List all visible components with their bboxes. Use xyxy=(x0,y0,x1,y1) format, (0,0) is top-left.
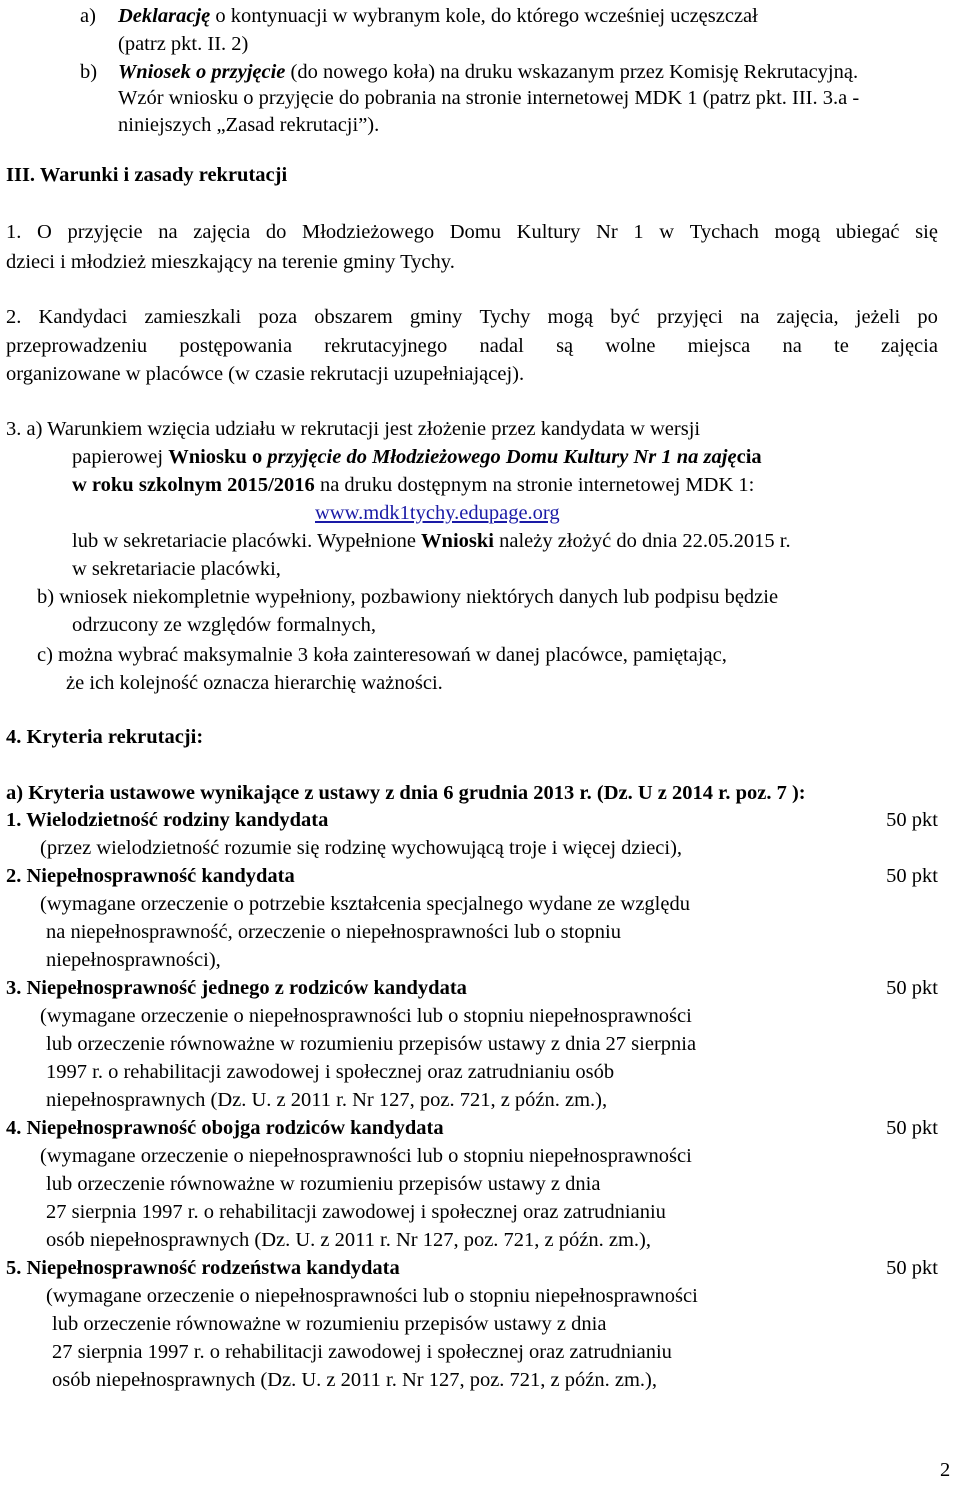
word: rekrutacyjnego xyxy=(324,335,448,357)
criterion-points: 50 pkt xyxy=(886,865,938,887)
p3-c-line2: że ich kolejność oznacza hierarchię ważności. xyxy=(66,672,443,694)
criterion-description-line: (wymagane orzeczenie o niepełnosprawności lub o stopniu niepełnosprawności xyxy=(40,1005,692,1027)
word: Tychach xyxy=(689,221,759,243)
word: być xyxy=(610,306,640,328)
p3-line2-c: przyjęcie do Młodzieżowego Domu Kultury Nr 1 na zaję xyxy=(267,446,737,468)
p2-line1 xyxy=(6,307,938,328)
p3-line5 xyxy=(72,531,791,552)
word: zajęcia, xyxy=(776,306,839,328)
criterion-title: 1. Wielodzietność rodziny kandydata xyxy=(6,809,329,831)
p3-link-line xyxy=(315,503,560,524)
word: zajęcia xyxy=(193,221,251,243)
word: mogą xyxy=(774,221,821,243)
word: do xyxy=(265,221,287,243)
word: ubiegać xyxy=(835,221,900,243)
word: Młodzieżowego xyxy=(302,221,435,243)
word: poza xyxy=(258,306,298,328)
p1-line2: dzieci i młodzież mieszkający na terenie gminy Tychy. xyxy=(6,251,455,273)
p3-line2-d: cia xyxy=(736,446,762,468)
word: jeżeli xyxy=(855,306,901,328)
word: obszarem xyxy=(314,306,393,328)
page-number: 2 xyxy=(940,1459,951,1481)
word: się xyxy=(915,221,938,243)
word: miejsca xyxy=(687,335,751,357)
website-link[interactable]: www.mdk1tychy.edupage.org xyxy=(315,502,560,524)
criterion-points: 50 pkt xyxy=(886,1257,938,1279)
intro-b-line xyxy=(118,62,858,83)
criterion-description-line: niepełnosprawnych (Dz. U. z 2011 r. Nr 127, poz. 721, z późn. zm.), xyxy=(46,1089,608,1111)
intro-a-line xyxy=(118,6,758,27)
word: Kandydaci xyxy=(38,306,128,328)
criterion-description-line: 1997 r. o rehabilitacji zawodowej i społecznej oraz zatrudnianiu osób xyxy=(46,1061,615,1083)
p3-b-line1: b) wniosek niekompletnie wypełniony, pozbawiony niektórych danych lub podpisu będzie xyxy=(37,586,779,608)
word: te xyxy=(834,335,849,357)
word: po xyxy=(917,306,938,328)
criteria-subheading: a) Kryteria ustawowe wynikające z ustawy z dnia 6 grudnia 2013 r. (Dz. U z 2014 r. poz. 7 ): xyxy=(6,782,806,804)
criterion-description-line: lub orzeczenie równoważne w rozumieniu przepisów ustawy z dnia 27 sierpnia xyxy=(46,1033,697,1055)
criterion-title: 3. Niepełnosprawność jednego z rodziców kandydata xyxy=(6,977,467,999)
word: postępowania xyxy=(179,335,293,357)
intro-b-bold: Wniosek o przyjęcie xyxy=(118,61,286,83)
criterion-points: 50 pkt xyxy=(886,1117,938,1139)
intro-b-marker: b) xyxy=(80,61,98,83)
criterion-title: 4. Niepełnosprawność obojga rodziców kandydata xyxy=(6,1117,444,1139)
p3-line2-b: Wniosku o xyxy=(168,446,268,468)
p3-b-line2: odrzucony ze względów formalnych, xyxy=(72,614,376,636)
p3-line6: w sekretariacie placówki, xyxy=(72,558,281,580)
word: 1 xyxy=(633,221,644,243)
criterion-description-line: niepełnosprawności), xyxy=(46,949,221,971)
criterion-description-line: (wymagane orzeczenie o niepełnosprawności lub o stopniu niepełnosprawności xyxy=(46,1285,698,1307)
criterion-description-line: 27 sierpnia 1997 r. o rehabilitacji zawodowej i społecznej oraz zatrudnianiu xyxy=(46,1201,666,1223)
word: na xyxy=(740,306,760,328)
intro-a-cont: (patrz pkt. II. 2) xyxy=(118,33,249,55)
p2-line3: organizowane w placówce (w czasie rekrutacji uzupełniającej). xyxy=(6,363,525,385)
intro-b-cont1: Wzór wniosku o przyjęcie do pobrania na stronie internetowej MDK 1 (patrz pkt. III. 3.a - xyxy=(118,87,860,109)
intro-b-rest: (do nowego koła) na druku wskazanym przez Komisję Rekrutacyjną. xyxy=(290,61,859,83)
intro-a-bold: Deklarację xyxy=(118,5,211,27)
word: mogą xyxy=(547,306,594,328)
criterion-title: 5. Niepełnosprawność rodzeństwa kandydata xyxy=(6,1257,400,1279)
criterion-description-line: (wymagane orzeczenie o potrzebie kształcenia specjalnego wydane ze względu xyxy=(40,893,690,915)
criterion-description-line: 27 sierpnia 1997 r. o rehabilitacji zawodowej i społecznej oraz zatrudnianiu xyxy=(52,1341,672,1363)
p2-line2 xyxy=(6,336,938,357)
section-heading: III. Warunki i zasady rekrutacji xyxy=(6,164,288,186)
p1-line1 xyxy=(6,222,938,243)
word: w xyxy=(659,221,675,243)
word: 2. xyxy=(6,306,22,328)
intro-a-rest: o kontynuacji w wybranym kole, do którego wcześniej uczęszczał xyxy=(215,5,758,27)
criterion-description-line: (wymagane orzeczenie o niepełnosprawności lub o stopniu niepełnosprawności xyxy=(40,1145,692,1167)
criterion-description-line: (przez wielodzietność rozumie się rodzinę wychowującą troje i więcej dzieci), xyxy=(40,837,683,859)
criterion-description-line: osób niepełnosprawnych (Dz. U. z 2011 r. Nr 127, poz. 721, z późn. zm.), xyxy=(52,1369,657,1391)
word: na xyxy=(782,335,802,357)
word: wolne xyxy=(605,335,656,357)
p3-line1: 3. a) Warunkiem wzięcia udziału w rekrutacji jest złożenie przez kandydata w wersji xyxy=(6,418,701,440)
criterion-points: 50 pkt xyxy=(886,809,938,831)
word: Nr xyxy=(596,221,618,243)
word: zamieszkali xyxy=(144,306,242,328)
p3-line2 xyxy=(72,447,762,468)
word: na xyxy=(158,221,178,243)
criteria-heading: 4. Kryteria rekrutacji: xyxy=(6,726,204,748)
p3-line5-b: Wnioski xyxy=(421,530,494,552)
word: zajęcia xyxy=(881,335,938,357)
word: O xyxy=(37,221,52,243)
criterion-description-line: lub orzeczenie równoważne w rozumieniu przepisów ustawy z dnia xyxy=(52,1313,607,1335)
criterion-description-line: lub orzeczenie równoważne w rozumieniu przepisów ustawy z dnia xyxy=(46,1173,601,1195)
p3-line3-bold: w roku szkolnym 2015/2016 xyxy=(72,474,315,496)
word: Kultury xyxy=(516,221,581,243)
word: 1. xyxy=(6,221,22,243)
word: przyjęcie xyxy=(67,221,143,243)
criterion-points: 50 pkt xyxy=(886,977,938,999)
word: Domu xyxy=(449,221,501,243)
intro-b-cont2: niniejszych „Zasad rekrutacji”). xyxy=(118,114,380,136)
word: nadal xyxy=(479,335,524,357)
p3-line3-rest: na druku dostępnym na stronie internetowej MDK 1: xyxy=(314,474,755,496)
criterion-description-line: osób niepełnosprawnych (Dz. U. z 2011 r. Nr 127, poz. 721, z późn. zm.), xyxy=(46,1229,651,1251)
p3-c-line1: c) można wybrać maksymalnie 3 koła zainteresowań w danej placówce, pamiętając, xyxy=(37,644,727,666)
word: przyjęci xyxy=(656,306,723,328)
word: Tychy xyxy=(479,306,531,328)
criterion-title: 2. Niepełnosprawność kandydata xyxy=(6,865,295,887)
p3-line2-a: papierowej xyxy=(72,446,169,468)
p3-line5-a: lub w sekretariacie placówki. Wypełnione xyxy=(72,530,422,552)
word: przeprowadzeniu xyxy=(6,335,148,357)
criterion-description-line: na niepełnosprawność, orzeczenie o niepełnosprawności lub o stopniu xyxy=(46,921,621,943)
word: gminy xyxy=(409,306,463,328)
intro-a-marker: a) xyxy=(80,5,96,27)
word: są xyxy=(556,335,574,357)
p3-line3 xyxy=(72,475,754,496)
p3-line5-c: należy złożyć do dnia 22.05.2015 r. xyxy=(493,530,791,552)
